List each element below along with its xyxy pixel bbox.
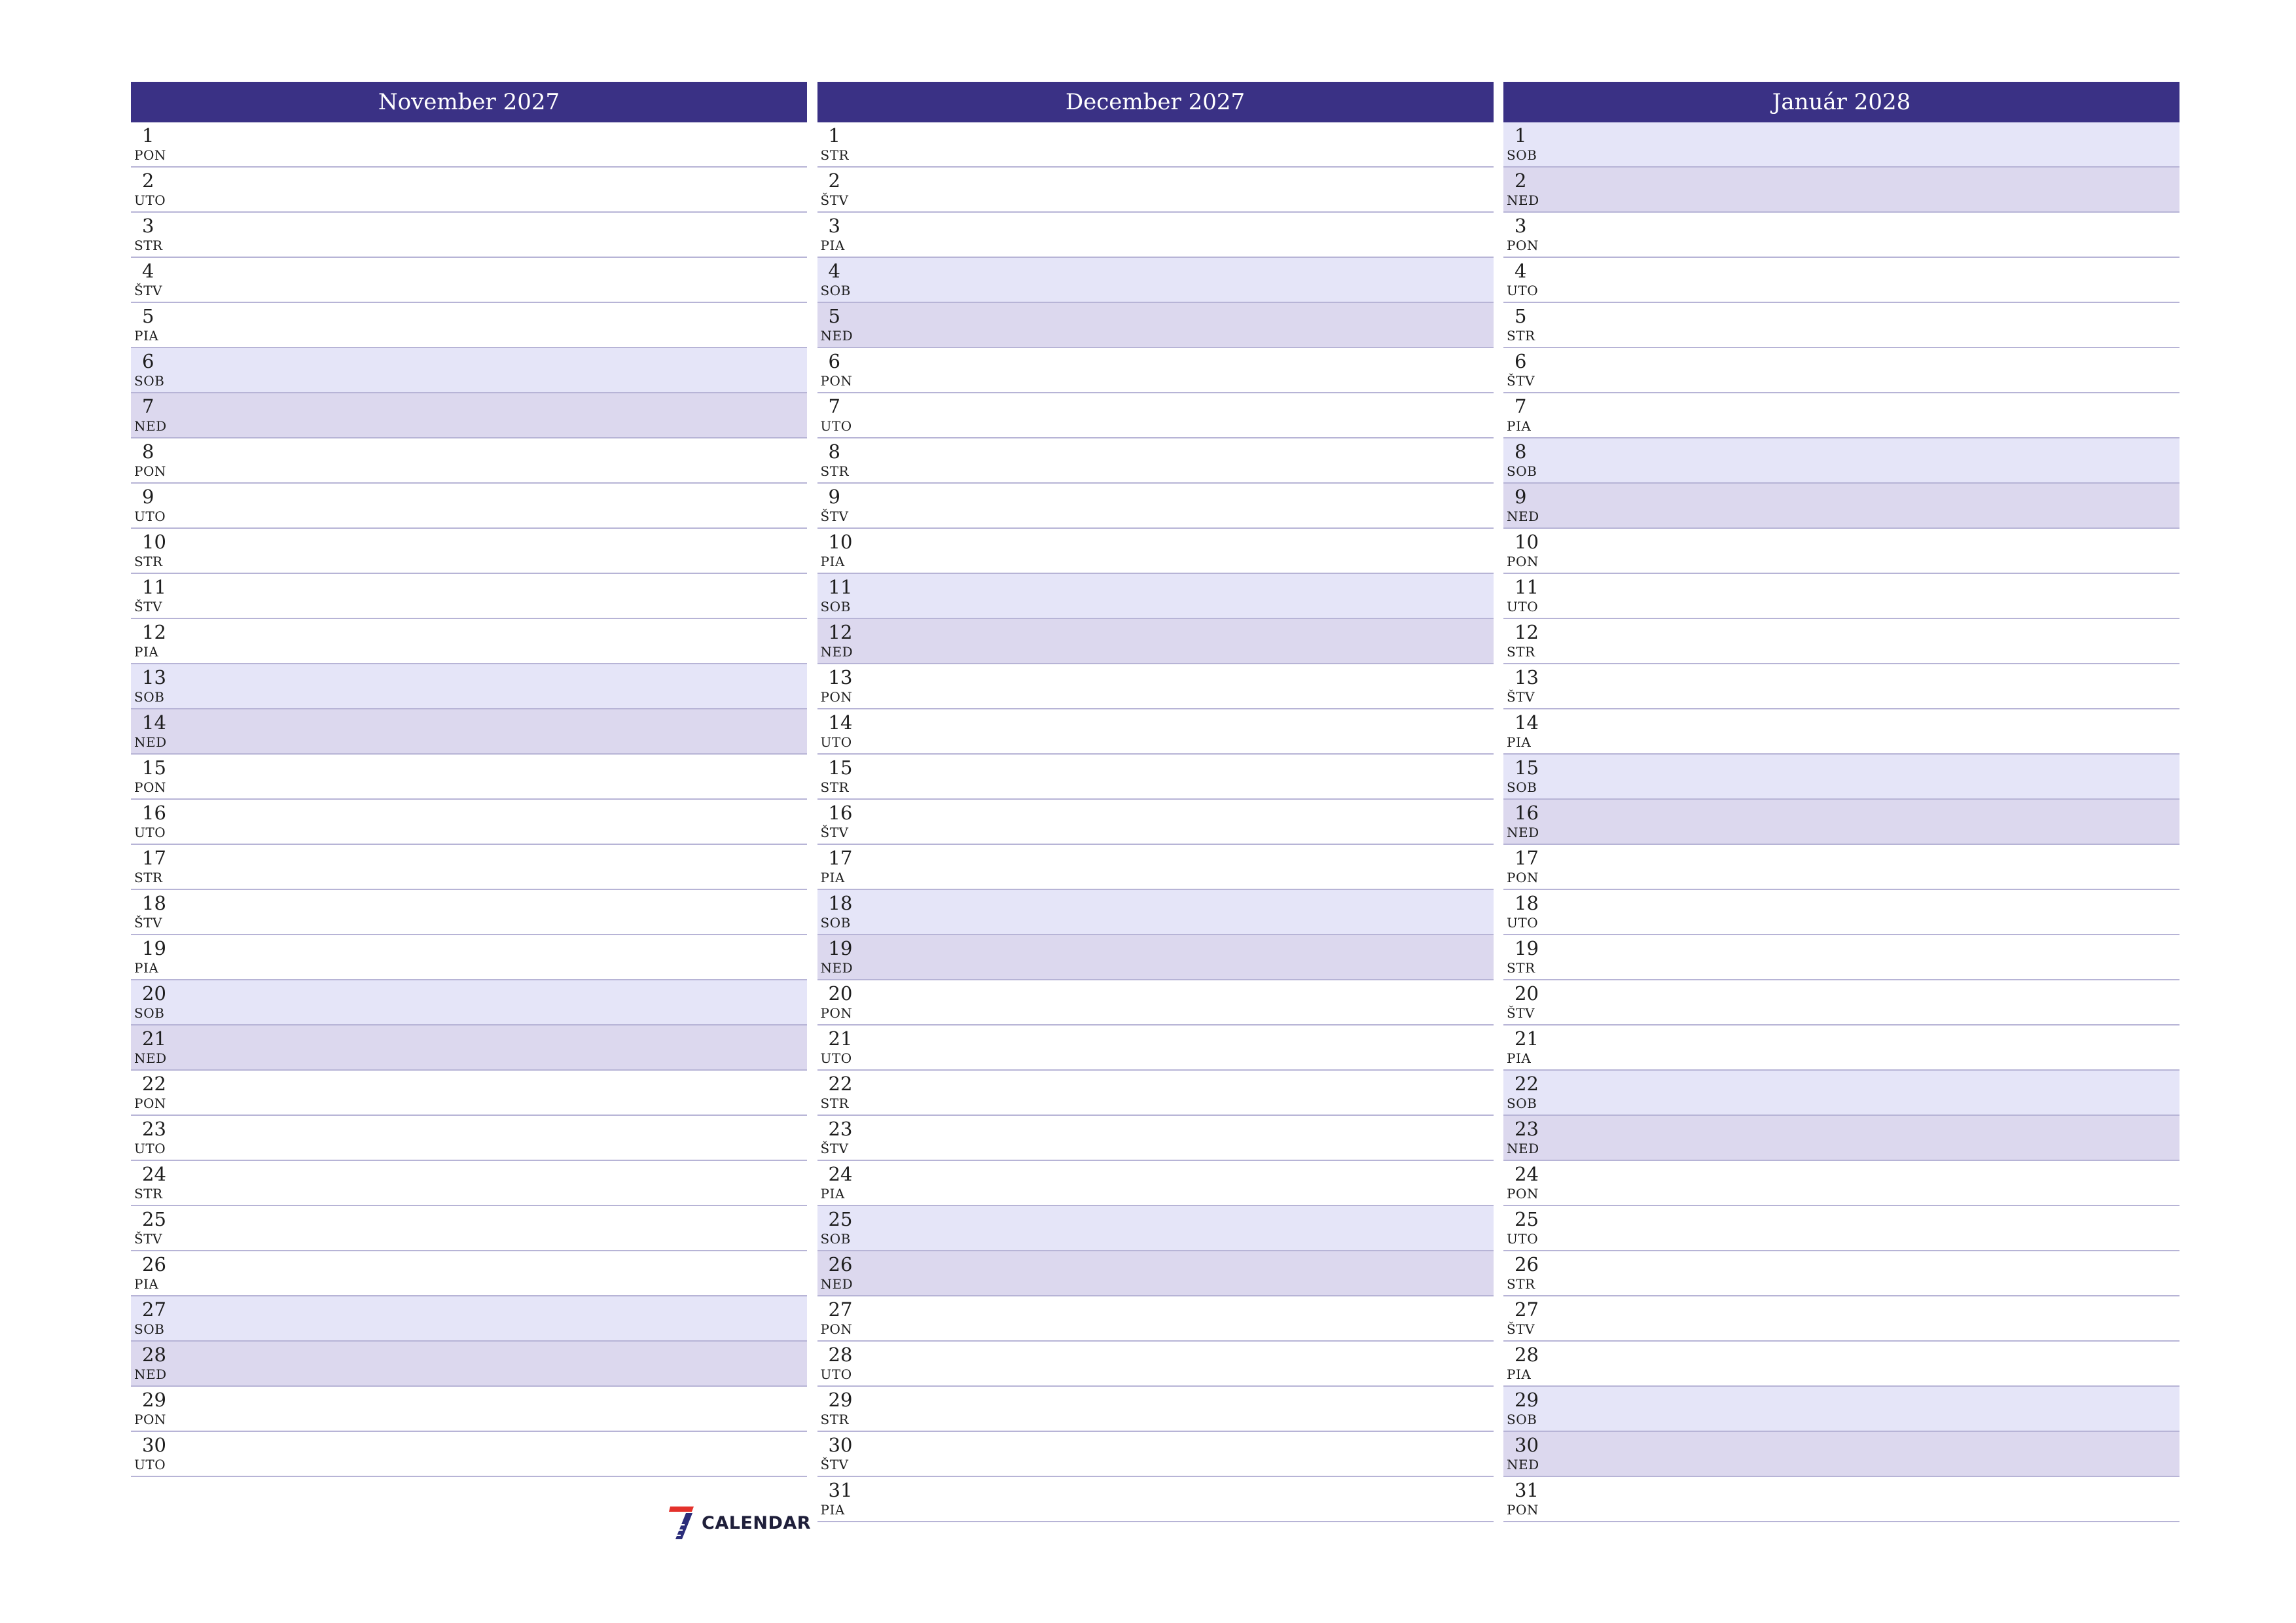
weekday-label: NED bbox=[1507, 508, 1539, 524]
day-number: 7 bbox=[142, 395, 154, 418]
weekday-label: SOB bbox=[820, 599, 851, 615]
day-row bbox=[817, 574, 1494, 619]
day-number: 6 bbox=[142, 350, 154, 372]
day-number: 23 bbox=[142, 1118, 166, 1140]
day-number: 13 bbox=[1515, 666, 1539, 688]
weekday-label: NED bbox=[134, 418, 167, 434]
day-row bbox=[1503, 980, 2179, 1026]
day-row bbox=[131, 438, 807, 484]
day-number: 12 bbox=[142, 621, 166, 643]
day-row bbox=[817, 845, 1494, 890]
weekday-label: SOB bbox=[1507, 779, 1537, 795]
day-number: 26 bbox=[1515, 1253, 1539, 1275]
logo-wordmark: CALENDAR bbox=[702, 1512, 812, 1533]
day-row bbox=[131, 213, 807, 258]
day-number: 30 bbox=[142, 1434, 166, 1456]
weekday-label: ŠTV bbox=[134, 283, 162, 298]
day-number: 21 bbox=[142, 1027, 166, 1050]
day-number: 23 bbox=[828, 1118, 853, 1140]
day-number: 12 bbox=[1515, 621, 1539, 643]
weekday-label: NED bbox=[134, 1366, 167, 1382]
day-number: 29 bbox=[828, 1389, 853, 1411]
day-number: 18 bbox=[1515, 892, 1539, 914]
weekday-label: PON bbox=[820, 1005, 853, 1021]
day-row bbox=[1503, 303, 2179, 348]
day-row bbox=[817, 529, 1494, 574]
weekday-label: ŠTV bbox=[1507, 1321, 1535, 1337]
weekday-label: NED bbox=[820, 960, 853, 976]
weekday-label: NED bbox=[134, 734, 167, 750]
day-number: 10 bbox=[828, 531, 853, 553]
day-row bbox=[817, 122, 1494, 168]
weekday-label: SOB bbox=[820, 1231, 851, 1247]
weekday-label: ŠTV bbox=[820, 1457, 849, 1472]
day-number: 4 bbox=[828, 260, 840, 282]
day-number: 22 bbox=[828, 1073, 853, 1095]
day-row bbox=[817, 1432, 1494, 1477]
day-number: 30 bbox=[828, 1434, 853, 1456]
day-row bbox=[817, 1116, 1494, 1161]
day-row bbox=[131, 980, 807, 1026]
day-number: 28 bbox=[1515, 1344, 1539, 1366]
day-row bbox=[1503, 213, 2179, 258]
day-row bbox=[1503, 1432, 2179, 1477]
weekday-label: PON bbox=[820, 1321, 853, 1337]
day-number: 24 bbox=[142, 1163, 166, 1185]
day-row bbox=[817, 1387, 1494, 1432]
day-number: 31 bbox=[1515, 1479, 1539, 1501]
day-row bbox=[817, 1251, 1494, 1296]
day-number: 8 bbox=[142, 440, 154, 463]
day-row bbox=[131, 1116, 807, 1161]
weekday-label: SOB bbox=[1507, 463, 1537, 479]
day-number: 26 bbox=[828, 1253, 853, 1275]
day-number: 3 bbox=[1515, 215, 1527, 237]
day-row bbox=[1503, 529, 2179, 574]
weekday-label: PON bbox=[1507, 554, 1539, 569]
day-list bbox=[817, 122, 1494, 1522]
day-number: 14 bbox=[828, 711, 853, 734]
brand-logo[interactable] bbox=[668, 1505, 811, 1541]
day-row bbox=[1503, 168, 2179, 213]
day-row bbox=[131, 1161, 807, 1206]
weekday-label: PON bbox=[134, 1096, 166, 1111]
day-row bbox=[131, 168, 807, 213]
day-number: 22 bbox=[1515, 1073, 1539, 1095]
day-row bbox=[131, 258, 807, 303]
weekday-label: ŠTV bbox=[134, 599, 162, 615]
month-header: December 2027 bbox=[817, 82, 1494, 122]
weekday-label: SOB bbox=[1507, 1096, 1537, 1111]
day-row bbox=[817, 935, 1494, 980]
weekday-label: NED bbox=[820, 644, 853, 660]
day-row bbox=[817, 1342, 1494, 1387]
month-column bbox=[1503, 82, 2179, 1522]
day-list bbox=[1503, 122, 2179, 1522]
day-number: 6 bbox=[828, 350, 840, 372]
day-number: 25 bbox=[828, 1208, 853, 1230]
weekday-label: PON bbox=[134, 147, 166, 163]
weekday-label: PON bbox=[1507, 1186, 1539, 1202]
weekday-label: SOB bbox=[820, 283, 851, 298]
day-number: 20 bbox=[142, 982, 166, 1005]
weekday-label: PON bbox=[134, 779, 166, 795]
weekday-label: PON bbox=[820, 689, 853, 705]
day-row bbox=[817, 800, 1494, 845]
day-number: 7 bbox=[828, 395, 840, 418]
day-row bbox=[131, 529, 807, 574]
day-row bbox=[131, 1296, 807, 1342]
weekday-label: ŠTV bbox=[820, 508, 849, 524]
day-number: 27 bbox=[142, 1298, 166, 1321]
day-row bbox=[1503, 1387, 2179, 1432]
weekday-label: UTO bbox=[820, 418, 852, 434]
day-row bbox=[1503, 890, 2179, 935]
day-number: 5 bbox=[142, 305, 154, 327]
weekday-label: STR bbox=[820, 1412, 850, 1427]
day-row bbox=[1503, 619, 2179, 664]
day-number: 7 bbox=[1515, 395, 1527, 418]
day-number: 19 bbox=[1515, 937, 1539, 959]
weekday-label: SOB bbox=[134, 1005, 165, 1021]
weekday-label: SOB bbox=[1507, 1412, 1537, 1427]
day-row bbox=[1503, 1071, 2179, 1116]
day-row bbox=[817, 213, 1494, 258]
weekday-label: STR bbox=[820, 463, 850, 479]
day-row bbox=[817, 755, 1494, 800]
day-number: 15 bbox=[828, 757, 853, 779]
day-number: 13 bbox=[142, 666, 166, 688]
weekday-label: UTO bbox=[134, 825, 166, 840]
weekday-label: PIA bbox=[820, 1186, 845, 1202]
day-row bbox=[1503, 1296, 2179, 1342]
day-row bbox=[1503, 484, 2179, 529]
day-number: 25 bbox=[142, 1208, 166, 1230]
weekday-label: PIA bbox=[134, 960, 159, 976]
weekday-label: NED bbox=[1507, 192, 1539, 208]
day-number: 25 bbox=[1515, 1208, 1539, 1230]
day-row bbox=[131, 890, 807, 935]
day-number: 1 bbox=[1515, 124, 1527, 147]
weekday-label: UTO bbox=[1507, 915, 1539, 931]
day-row bbox=[131, 755, 807, 800]
day-row bbox=[1503, 348, 2179, 393]
day-number: 27 bbox=[1515, 1298, 1539, 1321]
weekday-label: UTO bbox=[820, 1366, 852, 1382]
day-number: 8 bbox=[1515, 440, 1527, 463]
day-number: 3 bbox=[142, 215, 154, 237]
day-number: 8 bbox=[828, 440, 840, 463]
day-row bbox=[1503, 800, 2179, 845]
day-number: 22 bbox=[142, 1073, 166, 1095]
day-number: 18 bbox=[828, 892, 853, 914]
weekday-label: NED bbox=[820, 328, 853, 344]
day-row bbox=[817, 393, 1494, 438]
day-row bbox=[131, 348, 807, 393]
weekday-label: SOB bbox=[1507, 147, 1537, 163]
weekday-label: STR bbox=[134, 554, 163, 569]
weekday-label: PON bbox=[134, 463, 166, 479]
weekday-label: PIA bbox=[820, 870, 845, 885]
weekday-label: STR bbox=[1507, 644, 1535, 660]
day-row bbox=[1503, 935, 2179, 980]
day-number: 24 bbox=[828, 1163, 853, 1185]
day-row bbox=[817, 980, 1494, 1026]
weekday-label: PON bbox=[1507, 1502, 1539, 1518]
day-number: 14 bbox=[1515, 711, 1539, 734]
weekday-label: UTO bbox=[1507, 1231, 1539, 1247]
day-number: 11 bbox=[828, 576, 853, 598]
day-row bbox=[1503, 845, 2179, 890]
day-number: 6 bbox=[1515, 350, 1527, 372]
day-row bbox=[817, 1161, 1494, 1206]
day-number: 29 bbox=[142, 1389, 166, 1411]
weekday-label: NED bbox=[820, 1276, 853, 1292]
weekday-label: UTO bbox=[1507, 599, 1539, 615]
day-number: 2 bbox=[142, 169, 154, 192]
weekday-label: PIA bbox=[1507, 1050, 1532, 1066]
day-number: 15 bbox=[1515, 757, 1539, 779]
day-row bbox=[817, 664, 1494, 709]
day-number: 11 bbox=[142, 576, 166, 598]
day-number: 19 bbox=[142, 937, 166, 959]
day-row bbox=[1503, 1026, 2179, 1071]
day-number: 13 bbox=[828, 666, 853, 688]
day-number: 5 bbox=[1515, 305, 1527, 327]
weekday-label: STR bbox=[1507, 960, 1535, 976]
day-number: 21 bbox=[1515, 1027, 1539, 1050]
day-row bbox=[131, 484, 807, 529]
weekday-label: PIA bbox=[1507, 418, 1532, 434]
day-row bbox=[131, 1432, 807, 1477]
weekday-label: SOB bbox=[134, 1321, 165, 1337]
day-row bbox=[817, 438, 1494, 484]
day-row bbox=[131, 1342, 807, 1387]
weekday-label: STR bbox=[820, 147, 850, 163]
day-number: 28 bbox=[142, 1344, 166, 1366]
day-number: 21 bbox=[828, 1027, 853, 1050]
day-number: 27 bbox=[828, 1298, 853, 1321]
weekday-label: STR bbox=[820, 1096, 850, 1111]
day-number: 16 bbox=[828, 802, 853, 824]
day-row bbox=[817, 1296, 1494, 1342]
weekday-label: SOB bbox=[134, 373, 165, 389]
day-number: 16 bbox=[142, 802, 166, 824]
day-row bbox=[131, 1026, 807, 1071]
day-row bbox=[1503, 258, 2179, 303]
weekday-label: UTO bbox=[820, 734, 852, 750]
day-row bbox=[1503, 709, 2179, 755]
weekday-label: PIA bbox=[1507, 734, 1532, 750]
day-number: 20 bbox=[828, 982, 853, 1005]
day-number: 17 bbox=[142, 847, 166, 869]
weekday-label: UTO bbox=[134, 1457, 166, 1472]
day-number: 5 bbox=[828, 305, 840, 327]
day-row bbox=[817, 619, 1494, 664]
calendar-grid bbox=[131, 82, 2179, 1522]
day-row bbox=[1503, 1342, 2179, 1387]
day-number: 28 bbox=[828, 1344, 853, 1366]
month-header: November 2027 bbox=[131, 82, 807, 122]
day-row bbox=[131, 574, 807, 619]
day-row bbox=[131, 619, 807, 664]
weekday-label: PON bbox=[820, 373, 853, 389]
day-number: 1 bbox=[828, 124, 840, 147]
day-number: 24 bbox=[1515, 1163, 1539, 1185]
weekday-label: ŠTV bbox=[1507, 689, 1535, 705]
day-number: 23 bbox=[1515, 1118, 1539, 1140]
day-row bbox=[131, 1387, 807, 1432]
day-row bbox=[131, 122, 807, 168]
day-number: 9 bbox=[142, 486, 154, 508]
day-number: 16 bbox=[1515, 802, 1539, 824]
day-number: 31 bbox=[828, 1479, 853, 1501]
weekday-label: STR bbox=[1507, 1276, 1535, 1292]
day-number: 30 bbox=[1515, 1434, 1539, 1456]
weekday-label: SOB bbox=[134, 689, 165, 705]
day-list bbox=[131, 122, 807, 1477]
weekday-label: PON bbox=[1507, 238, 1539, 253]
day-row bbox=[817, 258, 1494, 303]
day-number: 26 bbox=[142, 1253, 166, 1275]
day-number: 10 bbox=[1515, 531, 1539, 553]
weekday-label: STR bbox=[134, 238, 163, 253]
day-row bbox=[1503, 1206, 2179, 1251]
day-number: 19 bbox=[828, 937, 853, 959]
day-row bbox=[1503, 393, 2179, 438]
day-number: 1 bbox=[142, 124, 154, 147]
weekday-label: UTO bbox=[134, 1141, 166, 1156]
weekday-label: PIA bbox=[134, 644, 159, 660]
weekday-label: PIA bbox=[1507, 1366, 1532, 1382]
day-number: 2 bbox=[1515, 169, 1527, 192]
day-number: 4 bbox=[142, 260, 154, 282]
day-number: 17 bbox=[1515, 847, 1539, 869]
month-column bbox=[131, 82, 807, 1522]
weekday-label: PIA bbox=[820, 554, 845, 569]
day-number: 18 bbox=[142, 892, 166, 914]
weekday-label: NED bbox=[1507, 825, 1539, 840]
weekday-label: STR bbox=[1507, 328, 1535, 344]
day-number: 2 bbox=[828, 169, 840, 192]
day-row bbox=[1503, 438, 2179, 484]
weekday-label: UTO bbox=[820, 1050, 852, 1066]
day-row bbox=[1503, 1116, 2179, 1161]
day-row bbox=[1503, 574, 2179, 619]
day-row bbox=[817, 348, 1494, 393]
day-row bbox=[1503, 1477, 2179, 1522]
weekday-label: PON bbox=[134, 1412, 166, 1427]
day-row bbox=[817, 890, 1494, 935]
weekday-label: STR bbox=[820, 779, 850, 795]
day-row bbox=[131, 709, 807, 755]
weekday-label: SOB bbox=[820, 915, 851, 931]
weekday-label: ŠTV bbox=[820, 192, 849, 208]
day-row bbox=[1503, 664, 2179, 709]
day-number: 3 bbox=[828, 215, 840, 237]
day-number: 11 bbox=[1515, 576, 1539, 598]
day-row bbox=[817, 168, 1494, 213]
weekday-label: ŠTV bbox=[1507, 1005, 1535, 1021]
weekday-label: PIA bbox=[820, 1502, 845, 1518]
day-row bbox=[817, 303, 1494, 348]
weekday-label: STR bbox=[134, 870, 163, 885]
day-row bbox=[131, 1251, 807, 1296]
day-row bbox=[817, 709, 1494, 755]
day-row bbox=[131, 1206, 807, 1251]
day-row bbox=[817, 1206, 1494, 1251]
month-column bbox=[817, 82, 1494, 1522]
weekday-label: PIA bbox=[134, 1276, 159, 1292]
weekday-label: ŠTV bbox=[1507, 373, 1535, 389]
day-number: 4 bbox=[1515, 260, 1527, 282]
weekday-label: PIA bbox=[820, 238, 845, 253]
day-row bbox=[817, 1071, 1494, 1116]
day-row bbox=[1503, 1161, 2179, 1206]
day-row bbox=[131, 393, 807, 438]
day-number: 20 bbox=[1515, 982, 1539, 1005]
day-number: 17 bbox=[828, 847, 853, 869]
weekday-label: ŠTV bbox=[134, 915, 162, 931]
day-row bbox=[1503, 1251, 2179, 1296]
day-row bbox=[131, 664, 807, 709]
day-number: 29 bbox=[1515, 1389, 1539, 1411]
seven-logo-icon bbox=[668, 1505, 695, 1541]
weekday-label: UTO bbox=[1507, 283, 1539, 298]
day-number: 15 bbox=[142, 757, 166, 779]
weekday-label: ŠTV bbox=[134, 1231, 162, 1247]
day-row bbox=[817, 484, 1494, 529]
day-row bbox=[1503, 755, 2179, 800]
day-row bbox=[131, 800, 807, 845]
day-number: 14 bbox=[142, 711, 166, 734]
weekday-label: UTO bbox=[134, 508, 166, 524]
weekday-label: NED bbox=[1507, 1141, 1539, 1156]
month-header: Január 2028 bbox=[1503, 82, 2179, 122]
day-number: 9 bbox=[1515, 486, 1527, 508]
day-row bbox=[131, 1071, 807, 1116]
day-row bbox=[817, 1477, 1494, 1522]
weekday-label: ŠTV bbox=[820, 825, 849, 840]
day-number: 10 bbox=[142, 531, 166, 553]
day-row bbox=[131, 303, 807, 348]
day-row bbox=[131, 845, 807, 890]
weekday-label: PIA bbox=[134, 328, 159, 344]
day-row bbox=[1503, 122, 2179, 168]
weekday-label: ŠTV bbox=[820, 1141, 849, 1156]
weekday-label: NED bbox=[1507, 1457, 1539, 1472]
weekday-label: PON bbox=[1507, 870, 1539, 885]
day-row bbox=[131, 935, 807, 980]
day-row bbox=[817, 1026, 1494, 1071]
day-number: 12 bbox=[828, 621, 853, 643]
day-number: 9 bbox=[828, 486, 840, 508]
weekday-label: NED bbox=[134, 1050, 167, 1066]
weekday-label: STR bbox=[134, 1186, 163, 1202]
weekday-label: UTO bbox=[134, 192, 166, 208]
